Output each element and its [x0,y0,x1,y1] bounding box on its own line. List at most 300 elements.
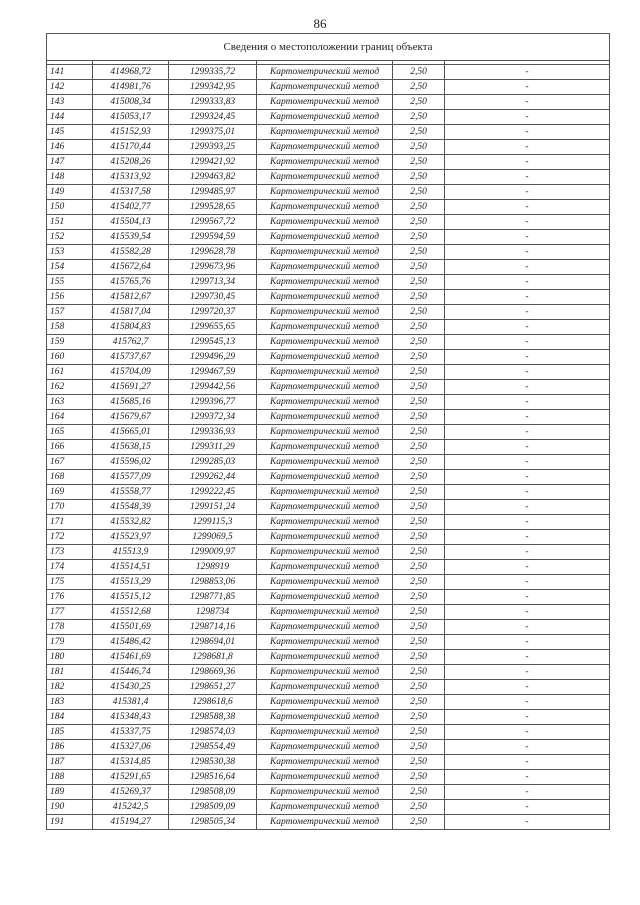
y-coordinate-cell: 1299375,01 [169,125,257,140]
description-cell: - [445,695,610,710]
point-number-cell: 177 [47,605,93,620]
point-number-cell: 154 [47,260,93,275]
method-cell: Картометрический метод [257,155,393,170]
description-cell: - [445,80,610,95]
point-number-cell: 170 [47,500,93,515]
description-cell: - [445,410,610,425]
accuracy-cell: 2,50 [393,545,445,560]
y-coordinate-cell: 1299628,78 [169,245,257,260]
y-coordinate-cell: 1299467,59 [169,365,257,380]
y-coordinate-cell: 1299372,34 [169,410,257,425]
point-number-cell: 187 [47,755,93,770]
y-coordinate-cell: 1299713,34 [169,275,257,290]
point-number-cell: 153 [47,245,93,260]
y-coordinate-cell: 1298588,38 [169,710,257,725]
method-cell: Картометрический метод [257,200,393,215]
table-header-row [47,34,610,61]
description-cell: - [445,110,610,125]
y-coordinate-cell: 1299673,96 [169,260,257,275]
x-coordinate-cell: 415194,27 [93,815,169,830]
x-coordinate-cell: 415327,06 [93,740,169,755]
description-cell: - [445,275,610,290]
accuracy-cell: 2,50 [393,650,445,665]
accuracy-cell: 2,50 [393,410,445,425]
accuracy-cell: 2,50 [393,320,445,335]
table-row [47,635,610,650]
table-body [47,65,610,830]
y-coordinate-cell: 1298853,06 [169,575,257,590]
y-coordinate-cell: 1299009,97 [169,545,257,560]
y-coordinate-cell: 1298714,16 [169,620,257,635]
point-number-cell: 184 [47,710,93,725]
accuracy-cell: 2,50 [393,80,445,95]
description-cell: - [445,755,610,770]
description-cell: - [445,680,610,695]
x-coordinate-cell: 415513,29 [93,575,169,590]
y-coordinate-cell: 1299069,5 [169,530,257,545]
table-row [47,335,610,350]
description-cell: - [445,575,610,590]
table-row [47,590,610,605]
description-cell: - [445,440,610,455]
description-cell: - [445,230,610,245]
x-coordinate-cell: 415008,34 [93,95,169,110]
method-cell: Картометрический метод [257,605,393,620]
point-number-cell: 151 [47,215,93,230]
y-coordinate-cell: 1299324,45 [169,110,257,125]
x-coordinate-cell: 415812,67 [93,290,169,305]
accuracy-cell: 2,50 [393,755,445,770]
accuracy-cell: 2,50 [393,515,445,530]
point-number-cell: 188 [47,770,93,785]
description-cell: - [445,800,610,815]
table-row [47,365,610,380]
point-number-cell: 190 [47,800,93,815]
table-row [47,65,610,80]
x-coordinate-cell: 415291,65 [93,770,169,785]
point-number-cell: 175 [47,575,93,590]
y-coordinate-cell: 1298771,85 [169,590,257,605]
point-number-cell: 150 [47,200,93,215]
accuracy-cell: 2,50 [393,620,445,635]
point-number-cell: 143 [47,95,93,110]
x-coordinate-cell: 415512,68 [93,605,169,620]
table-row [47,515,610,530]
x-coordinate-cell: 415152,93 [93,125,169,140]
x-coordinate-cell: 415269,37 [93,785,169,800]
description-cell: - [445,650,610,665]
method-cell: Картометрический метод [257,110,393,125]
x-coordinate-cell: 415804,83 [93,320,169,335]
x-coordinate-cell: 415532,82 [93,515,169,530]
description-cell: - [445,665,610,680]
method-cell: Картометрический метод [257,455,393,470]
table-row [47,350,610,365]
table-row [47,530,610,545]
table-row [47,230,610,245]
point-number-cell: 155 [47,275,93,290]
method-cell: Картометрический метод [257,620,393,635]
accuracy-cell: 2,50 [393,200,445,215]
y-coordinate-cell: 1299285,03 [169,455,257,470]
table-row [47,665,610,680]
accuracy-cell: 2,50 [393,485,445,500]
description-cell: - [445,590,610,605]
point-number-cell: 145 [47,125,93,140]
y-coordinate-cell: 1299151,24 [169,500,257,515]
accuracy-cell: 2,50 [393,785,445,800]
method-cell: Картометрический метод [257,515,393,530]
description-cell: - [445,200,610,215]
method-cell: Картометрический метод [257,320,393,335]
method-cell: Картометрический метод [257,65,393,80]
y-coordinate-cell: 1299393,25 [169,140,257,155]
point-number-cell: 147 [47,155,93,170]
method-cell: Картометрический метод [257,440,393,455]
y-coordinate-cell: 1298651,27 [169,680,257,695]
method-cell: Картометрический метод [257,800,393,815]
x-coordinate-cell: 415314,85 [93,755,169,770]
y-coordinate-cell: 1298508,09 [169,785,257,800]
table-title: Сведения о местоположении границ объекта [47,34,610,61]
table-row [47,380,610,395]
accuracy-cell: 2,50 [393,800,445,815]
y-coordinate-cell: 1299463,82 [169,170,257,185]
table-row [47,605,610,620]
point-number-cell: 174 [47,560,93,575]
table-row [47,575,610,590]
point-number-cell: 172 [47,530,93,545]
method-cell: Картометрический метод [257,140,393,155]
method-cell: Картометрический метод [257,335,393,350]
description-cell: - [445,500,610,515]
description-cell: - [445,545,610,560]
method-cell: Картометрический метод [257,215,393,230]
accuracy-cell: 2,50 [393,290,445,305]
table-row [47,710,610,725]
y-coordinate-cell: 1299720,37 [169,305,257,320]
method-cell: Картометрический метод [257,710,393,725]
table-row [47,650,610,665]
y-coordinate-cell: 1298530,38 [169,755,257,770]
accuracy-cell: 2,50 [393,725,445,740]
table-row [47,410,610,425]
method-cell: Картометрический метод [257,125,393,140]
accuracy-cell: 2,50 [393,530,445,545]
point-number-cell: 181 [47,665,93,680]
table-row [47,800,610,815]
table-row [47,140,610,155]
table-row [47,725,610,740]
point-number-cell: 168 [47,470,93,485]
y-coordinate-cell: 1299222,45 [169,485,257,500]
accuracy-cell: 2,50 [393,770,445,785]
point-number-cell: 146 [47,140,93,155]
y-coordinate-cell: 1299333,83 [169,95,257,110]
accuracy-cell: 2,50 [393,245,445,260]
description-cell: - [445,485,610,500]
method-cell: Картометрический метод [257,410,393,425]
x-coordinate-cell: 415348,43 [93,710,169,725]
accuracy-cell: 2,50 [393,110,445,125]
description-cell: - [445,380,610,395]
method-cell: Картометрический метод [257,755,393,770]
x-coordinate-cell: 415317,58 [93,185,169,200]
method-cell: Картометрический метод [257,185,393,200]
point-number-cell: 157 [47,305,93,320]
table-row [47,110,610,125]
accuracy-cell: 2,50 [393,470,445,485]
point-number-cell: 180 [47,650,93,665]
y-coordinate-cell: 1299655,65 [169,320,257,335]
accuracy-cell: 2,50 [393,590,445,605]
accuracy-cell: 2,50 [393,215,445,230]
accuracy-cell: 2,50 [393,605,445,620]
method-cell: Картометрический метод [257,530,393,545]
y-coordinate-cell: 1298516,64 [169,770,257,785]
table-row [47,260,610,275]
point-number-cell: 186 [47,740,93,755]
description-cell: - [445,395,610,410]
accuracy-cell: 2,50 [393,815,445,830]
table-row [47,395,610,410]
description-cell: - [445,260,610,275]
table-row [47,155,610,170]
description-cell: - [445,215,610,230]
y-coordinate-cell: 1299421,92 [169,155,257,170]
accuracy-cell: 2,50 [393,665,445,680]
table-row [47,185,610,200]
point-number-cell: 163 [47,395,93,410]
method-cell: Картометрический метод [257,785,393,800]
table-row [47,215,610,230]
method-cell: Картометрический метод [257,695,393,710]
y-coordinate-cell: 1299496,29 [169,350,257,365]
method-cell: Картометрический метод [257,275,393,290]
x-coordinate-cell: 415486,42 [93,635,169,650]
table-row [47,95,610,110]
y-coordinate-cell: 1299396,77 [169,395,257,410]
accuracy-cell: 2,50 [393,575,445,590]
y-coordinate-cell: 1299485,97 [169,185,257,200]
point-number-cell: 142 [47,80,93,95]
y-coordinate-cell: 1298509,09 [169,800,257,815]
accuracy-cell: 2,50 [393,275,445,290]
method-cell: Картометрический метод [257,770,393,785]
description-cell: - [445,245,610,260]
method-cell: Картометрический метод [257,380,393,395]
table-row [47,695,610,710]
x-coordinate-cell: 415430,25 [93,680,169,695]
point-number-cell: 169 [47,485,93,500]
table-row [47,275,610,290]
point-number-cell: 156 [47,290,93,305]
point-number-cell: 166 [47,440,93,455]
accuracy-cell: 2,50 [393,425,445,440]
method-cell: Картометрический метод [257,230,393,245]
accuracy-cell: 2,50 [393,455,445,470]
method-cell: Картометрический метод [257,170,393,185]
table-row [47,755,610,770]
x-coordinate-cell: 415337,75 [93,725,169,740]
table-row [47,485,610,500]
method-cell: Картометрический метод [257,665,393,680]
description-cell: - [445,560,610,575]
x-coordinate-cell: 415513,9 [93,545,169,560]
method-cell: Картометрический метод [257,95,393,110]
method-cell: Картометрический метод [257,500,393,515]
table-row [47,170,610,185]
x-coordinate-cell: 415446,74 [93,665,169,680]
x-coordinate-cell: 415381,4 [93,695,169,710]
point-number-cell: 160 [47,350,93,365]
x-coordinate-cell: 415501,69 [93,620,169,635]
accuracy-cell: 2,50 [393,65,445,80]
method-cell: Картометрический метод [257,245,393,260]
method-cell: Картометрический метод [257,725,393,740]
accuracy-cell: 2,50 [393,305,445,320]
table-row [47,125,610,140]
accuracy-cell: 2,50 [393,560,445,575]
description-cell: - [445,620,610,635]
accuracy-cell: 2,50 [393,380,445,395]
x-coordinate-cell: 415679,67 [93,410,169,425]
method-cell: Картометрический метод [257,350,393,365]
description-cell: - [445,740,610,755]
method-cell: Картометрический метод [257,575,393,590]
y-coordinate-cell: 1298618,6 [169,695,257,710]
description-cell: - [445,65,610,80]
x-coordinate-cell: 415242,5 [93,800,169,815]
x-coordinate-cell: 415596,02 [93,455,169,470]
y-coordinate-cell: 1299335,72 [169,65,257,80]
x-coordinate-cell: 415817,04 [93,305,169,320]
method-cell: Картометрический метод [257,290,393,305]
accuracy-cell: 2,50 [393,635,445,650]
point-number-cell: 185 [47,725,93,740]
description-cell: - [445,785,610,800]
y-coordinate-cell: 1298919 [169,560,257,575]
accuracy-cell: 2,50 [393,155,445,170]
method-cell: Картометрический метод [257,650,393,665]
point-number-cell: 158 [47,320,93,335]
description-cell: - [445,635,610,650]
table-row [47,320,610,335]
table-row [47,470,610,485]
description-cell: - [445,290,610,305]
x-coordinate-cell: 415765,76 [93,275,169,290]
x-coordinate-cell: 415548,39 [93,500,169,515]
x-coordinate-cell: 415558,77 [93,485,169,500]
table-row [47,245,610,260]
description-cell: - [445,365,610,380]
accuracy-cell: 2,50 [393,695,445,710]
table-row [47,560,610,575]
x-coordinate-cell: 415577,09 [93,470,169,485]
accuracy-cell: 2,50 [393,395,445,410]
table-row [47,740,610,755]
accuracy-cell: 2,50 [393,365,445,380]
x-coordinate-cell: 415665,01 [93,425,169,440]
accuracy-cell: 2,50 [393,140,445,155]
description-cell: - [445,95,610,110]
table-row [47,815,610,830]
y-coordinate-cell: 1299567,72 [169,215,257,230]
x-coordinate-cell: 415582,28 [93,245,169,260]
table-row [47,770,610,785]
accuracy-cell: 2,50 [393,350,445,365]
table-row [47,305,610,320]
x-coordinate-cell: 415208,26 [93,155,169,170]
y-coordinate-cell: 1299115,3 [169,515,257,530]
description-cell: - [445,335,610,350]
method-cell: Картометрический метод [257,470,393,485]
method-cell: Картометрический метод [257,635,393,650]
accuracy-cell: 2,50 [393,680,445,695]
table-row [47,200,610,215]
accuracy-cell: 2,50 [393,335,445,350]
description-cell: - [445,770,610,785]
x-coordinate-cell: 414968,72 [93,65,169,80]
y-coordinate-cell: 1299342,95 [169,80,257,95]
point-number-cell: 189 [47,785,93,800]
description-cell: - [445,455,610,470]
y-coordinate-cell: 1299594,59 [169,230,257,245]
x-coordinate-cell: 415704,09 [93,365,169,380]
point-number-cell: 171 [47,515,93,530]
table-row [47,500,610,515]
method-cell: Картометрический метод [257,365,393,380]
point-number-cell: 148 [47,170,93,185]
x-coordinate-cell: 415737,67 [93,350,169,365]
point-number-cell: 164 [47,410,93,425]
method-cell: Картометрический метод [257,545,393,560]
point-number-cell: 159 [47,335,93,350]
description-cell: - [445,515,610,530]
point-number-cell: 191 [47,815,93,830]
accuracy-cell: 2,50 [393,500,445,515]
point-number-cell: 161 [47,365,93,380]
description-cell: - [445,170,610,185]
y-coordinate-cell: 1299528,65 [169,200,257,215]
table-row [47,680,610,695]
accuracy-cell: 2,50 [393,185,445,200]
x-coordinate-cell: 415672,64 [93,260,169,275]
boundary-coordinates-table [46,33,610,830]
x-coordinate-cell: 415691,27 [93,380,169,395]
x-coordinate-cell: 415638,15 [93,440,169,455]
x-coordinate-cell: 415313,92 [93,170,169,185]
x-coordinate-cell: 415402,77 [93,200,169,215]
y-coordinate-cell: 1299311,29 [169,440,257,455]
method-cell: Картометрический метод [257,560,393,575]
accuracy-cell: 2,50 [393,170,445,185]
description-cell: - [445,320,610,335]
point-number-cell: 176 [47,590,93,605]
y-coordinate-cell: 1298574,03 [169,725,257,740]
method-cell: Картометрический метод [257,815,393,830]
accuracy-cell: 2,50 [393,230,445,245]
description-cell: - [445,305,610,320]
y-coordinate-cell: 1298554,49 [169,740,257,755]
y-coordinate-cell: 1298681,8 [169,650,257,665]
accuracy-cell: 2,50 [393,440,445,455]
x-coordinate-cell: 415523,97 [93,530,169,545]
accuracy-cell: 2,50 [393,95,445,110]
table-row [47,455,610,470]
description-cell: - [445,185,610,200]
method-cell: Картометрический метод [257,80,393,95]
